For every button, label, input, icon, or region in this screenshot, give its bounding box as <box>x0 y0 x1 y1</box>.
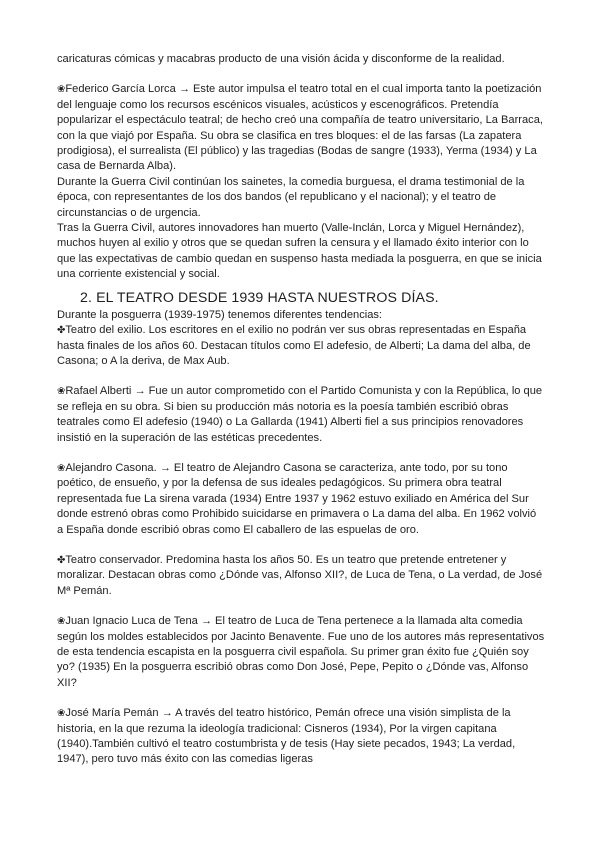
paragraph-tras-guerra: Tras la Guerra Civil, autores innovadores han muerto (Valle-Inclán, Lorca y Miguel Hernández), muchos huyen al exilio y otros que se quedan sufren la censura y el llamado éxito interior con lo que las expectativas de cambio quedan en suspenso hasta mediada la posguerra, en que se inicia una corriente existencial y social. <box>57 222 542 281</box>
document-body <box>57 52 545 768</box>
flower-bullet-icon: ❀ <box>57 386 66 398</box>
paragraph-posguerra: Durante la posguerra (1939-1975) tenemos diferentes tendencias: <box>57 308 383 321</box>
flower-bullet-icon: ❀ <box>57 84 66 96</box>
cross-bullet-icon: ✤ <box>57 325 66 337</box>
paragraph-alberti: ❀Rafael Alberti → Fue un autor comprometido con el Partido Comunista y con la República, lo que se refleja en su obra. Si bien su producción más notoria es la poesía también escribió obras teatrales como El adefesio (1940) o La Gallarda (1941) Alberti fiel a sus principios renovadores insistió en la superación de las estéticas precedentes. <box>57 385 543 444</box>
paragraph-teatro-conservador: ✤Teatro conservador. Predomina hasta los años 50. Es un teatro que pretende entretener y moralizar. Destacan obras como ¿Dónde vas, Alfonso XII?, de Luca de Tena, o La verdad, de José Mª Pemán. <box>57 553 543 597</box>
flower-bullet-icon: ❀ <box>57 462 66 474</box>
section-heading: 2. EL TEATRO DESDE 1939 HASTA NUESTROS DÍAS. <box>80 289 439 306</box>
paragraph-intro-tail: caricaturas cómicas y macabras producto de una visión ácida y disconforme de la realidad. <box>57 53 505 65</box>
cross-bullet-icon: ✤ <box>57 554 66 566</box>
paragraph-lorca: ❀Federico García Lorca → Este autor impulsa el teatro total en el cual importa tanto la poetización del lenguaje como los recursos escénicos visuales, acústicos y escenográficos. Pretendía popularizar el espectáculo teatral; de hecho creó una compañía de teatro universitario, La Barraca, con la que viajó por España. Su obra se clasifica en tres bloques: el de las farsas (La zapatera prodigiosa), el surrealista (El público) y las tragedias (Bodas de sangre (1933), Yerma (1934) y La casa de Bernarda Alba). <box>57 83 543 173</box>
paragraph-peman: ❀José María Pemán → A través del teatro histórico, Pemán ofrece una visión simplista de la historia, en la que rezuma la ideología tradicional: Cisneros (1934), Por la virgen capitana (1940).También cultivó el teatro costumbrista y de tesis (Hay siete pecados, 1943; La verdad, 1947), pero tuvo más éxito con las comedias ligeras <box>57 707 516 766</box>
flower-bullet-icon: ❀ <box>57 616 66 628</box>
flower-bullet-icon: ❀ <box>57 708 66 720</box>
paragraph-guerra-civil: Durante la Guerra Civil continúan los sainetes, la comedia burguesa, el drama testimonial de la época, con representantes de los dos bandos (el republicano y el nacional); y el teatro de circunstancias o de urgencia. <box>57 175 525 219</box>
paragraph-casona: ❀Alejandro Casona. → El teatro de Alejandro Casona se caracteriza, ante todo, por su tono poético, de ensueño, y por la defensa de sus ideales pedagógicos. Su primera obra teatral representada fue La sirena varada (1934) Entre 1937 y 1962 estuvo exiliado en América del Sur donde estrenó obras como Prohibido suicidarse en primavera o La dama del alba. En 1962 volvió a España donde escribió obras como El caballero de las espuelas de oro. <box>57 461 537 536</box>
paragraph-teatro-exilio: ✤Teatro del exilio. Los escritores en el exilio no podrán ver sus obras representadas en España hasta finales de los años 60. Destacan títulos como El adefesio, de Alberti; La dama del alba, de Casona; o A la deriva, de Max Aub. <box>57 324 531 367</box>
paragraph-luca-de-tena: ❀Juan Ignacio Luca de Tena → El teatro de Luca de Tena pertenece a la llamada alta comedia según los moldes establecidos por Jacinto Benavente. Fue uno de los autores más representativos de esta tendencia escapista en la posguerra civil española. Su primer gran éxito fue ¿Quién soy yo? (1935) En la posguerra escribió obras como Don José, Pepe, Pepito o ¿Dónde vas, Alfonso XII? <box>57 615 545 689</box>
